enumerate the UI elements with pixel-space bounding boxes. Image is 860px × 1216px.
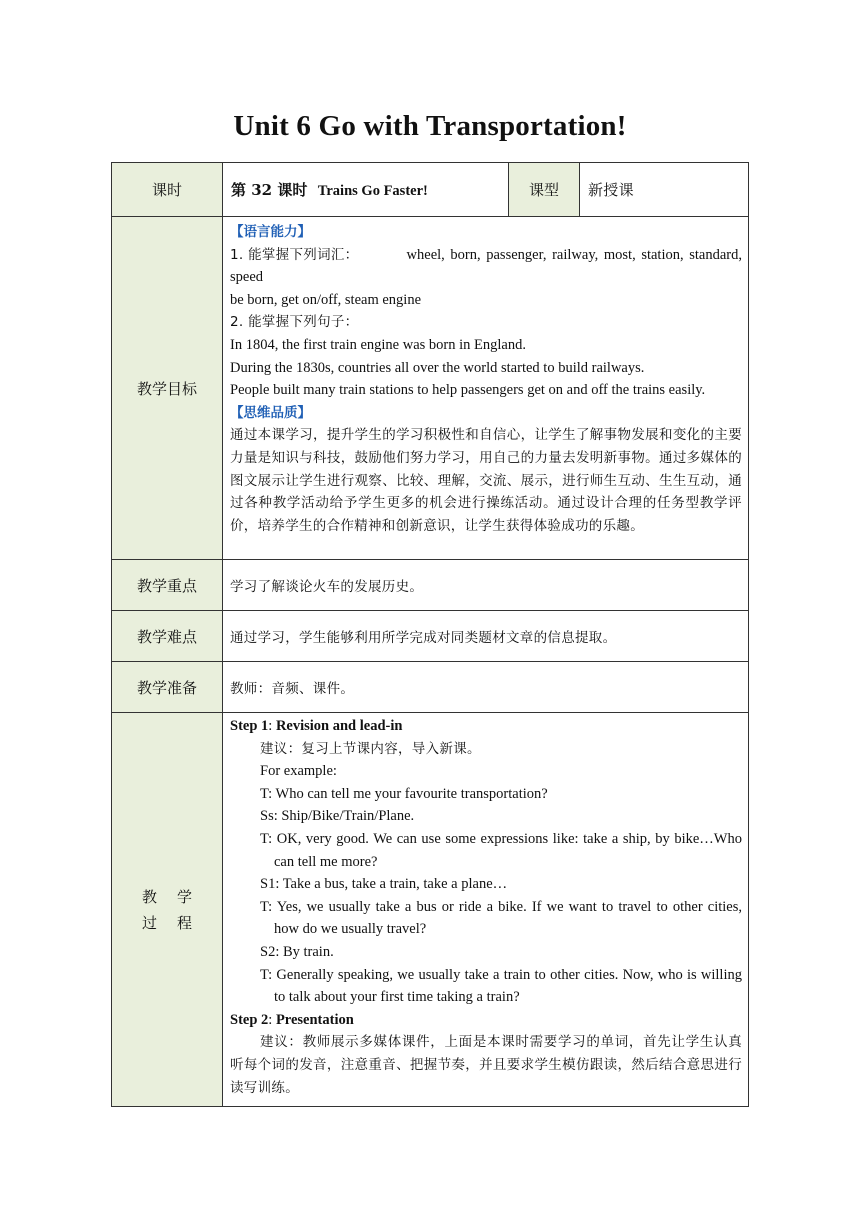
step2-suggestion: 建议：教师展示多媒体课件，上面是本课时需要学习的单词，首先让学生认真听每个词的发音，注意重音、把握节奏，并且要求学生模仿跟读，然后结合意思进行读写训练。: [230, 1034, 742, 1096]
process-row: [112, 713, 749, 1107]
step2-title: Presentation: [275, 1011, 354, 1028]
step2-heading: Step 2: Presentation: [230, 1011, 354, 1028]
key-point-label: 教学重点: [112, 560, 223, 611]
difficulty-text: 通过学习，学生能够利用所学完成对同类题材文章的信息提取。: [223, 611, 749, 662]
header-row: [112, 163, 749, 217]
lesson-plan-table: [111, 162, 749, 1107]
vocab-line: [230, 244, 742, 267]
step1-title: Revision and lead-in: [275, 718, 403, 734]
vocab-intro: 1. 能掌握下列词汇：: [230, 246, 359, 263]
process-label-line1: 教学: [141, 887, 212, 906]
dialogue-line-4: S1: Take a bus, take a train, take a plane…: [260, 876, 508, 893]
phrases: be born, get on/off, steam engine: [230, 291, 421, 308]
sentence-2: During the 1830s, countries all over the world started to build railways.: [230, 359, 645, 376]
vocab-words: wheel, born, passenger, railway, most, station, standard,: [406, 246, 742, 263]
preparation-row: [112, 662, 749, 713]
difficulty-row: [112, 611, 749, 662]
language-ability-tag: 【语言能力】: [230, 224, 311, 240]
preparation-text: 教师：音频、课件。: [223, 662, 749, 713]
period-value: [223, 163, 509, 217]
process-label-line2: 过程: [141, 913, 212, 932]
thinking-text: 通过本课学习，提升学生的学习积极性和自信心，让学生了解事物发展和变化的主要力量是知识与科技，鼓励他们努力学习，用自己的力量去发明新事物。通过多媒体的图文展示让学生进行观察、比较、理解，交流、展示，进行师生互动、生生互动，通过各种教学活动给予学生更多的机会进行操练活动。通过设计合理的任务型教学评价，培养学生的合作精神和创新意识，让学生获得体验成功的乐趣。: [230, 427, 742, 534]
step1-heading: Step 1: Revision and lead-in: [230, 718, 403, 734]
process-label: [112, 713, 223, 1107]
objectives-row: [112, 217, 749, 560]
type-label: 课型: [509, 163, 580, 217]
key-point-row: [112, 560, 749, 611]
period-label: 课时: [112, 163, 223, 217]
key-point-text: 学习了解谈论火车的发展历史。: [223, 560, 749, 611]
sentence-3: People built many train stations to help passengers get on and off the trains easily.: [230, 382, 706, 399]
process-content: [223, 713, 749, 1107]
dialogue-line-5: T: Yes, we usually take a bus or ride a bike. If we want to travel to other cities, how do we usually travel?: [260, 898, 742, 938]
step2-number: Step 2: [230, 1011, 269, 1028]
thinking-quality-tag: 【思维品质】: [230, 404, 311, 421]
dialogue-line-3: T: OK, very good. We can use some expressions like: take a ship, by bike…Who can tell me more?: [260, 830, 742, 870]
step1-suggestion: 建议：复习上节课内容，导入新课。: [260, 740, 481, 757]
dialogue-line-1: T: Who can tell me your favourite transportation?: [260, 785, 548, 802]
objectives-content: [223, 217, 749, 560]
dialogue-line-6: S2: By train.: [260, 943, 334, 960]
vocab-words-cont: speed: [230, 269, 264, 286]
objectives-label: 教学目标: [112, 217, 223, 560]
dialogue-line-2: Ss: Ship/Bike/Train/Plane.: [260, 808, 415, 825]
lesson-title: Trains Go Faster!: [317, 183, 428, 199]
period-number: 第 32 课时: [231, 181, 308, 199]
page-title: Unit 6 Go with Transportation!: [233, 110, 627, 142]
type-value: 新授课: [580, 163, 749, 217]
preparation-label: 教学准备: [112, 662, 223, 713]
sentence-1: In 1804, the first train engine was born in England.: [230, 336, 526, 353]
dialogue-line-7: T: Generally speaking, we usually take a train to other cities. Now, who is willing to talk about your first time taking a train?: [260, 966, 742, 1006]
step1-number: Step 1: [230, 718, 269, 734]
for-example: For example:: [260, 763, 337, 780]
difficulty-label: 教学难点: [112, 611, 223, 662]
sentences-intro: 2. 能掌握下列句子：: [230, 314, 359, 331]
